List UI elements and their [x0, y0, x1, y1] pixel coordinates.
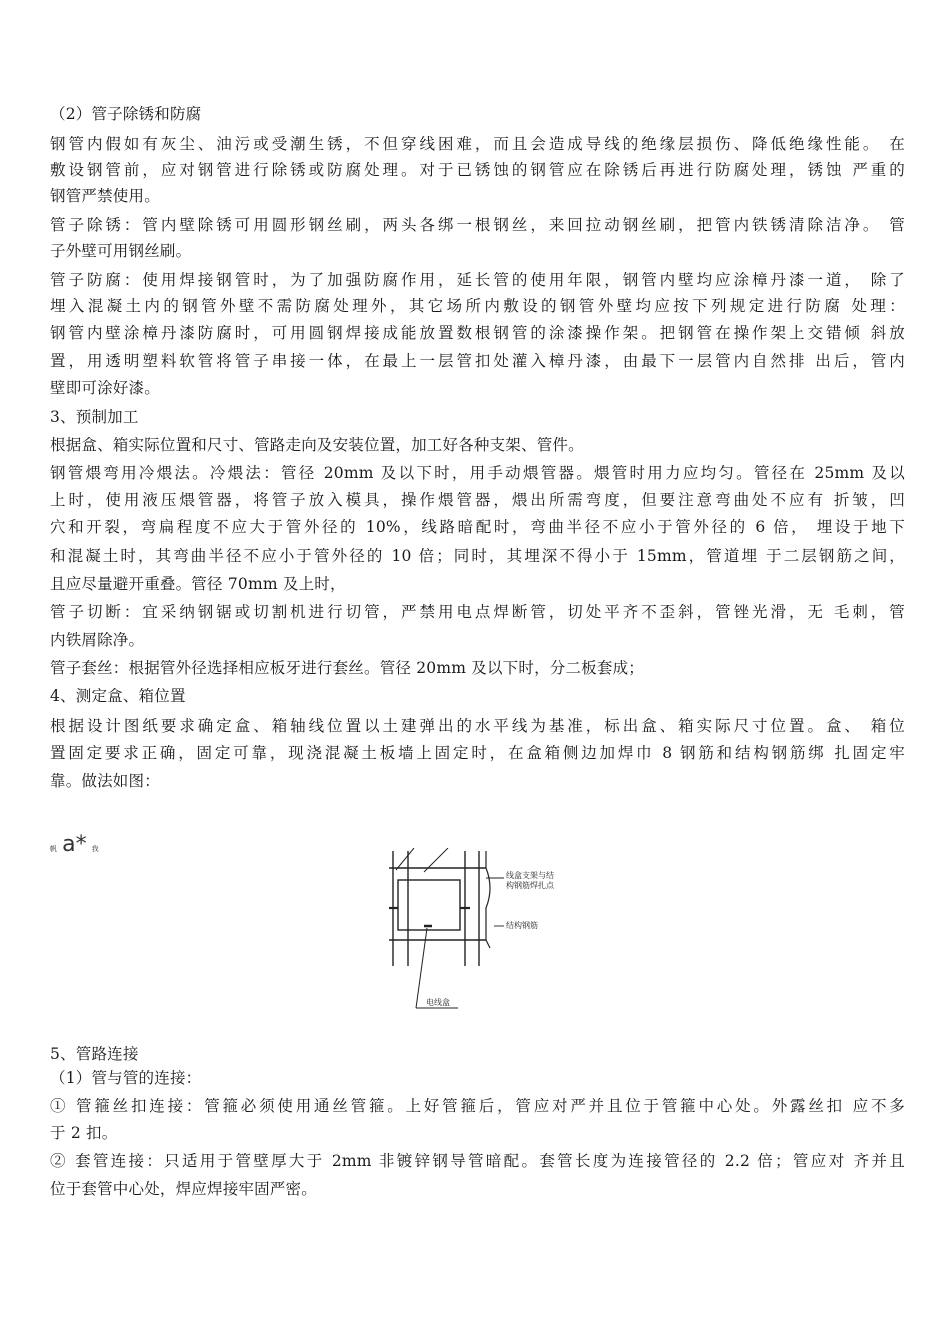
- paragraph-line: 内铁屑除净。: [50, 631, 145, 649]
- heading-box-position: 4、测定盒、箱位置: [50, 687, 186, 705]
- paragraph-line: 管子除锈：管内壁除锈可用圆形钢丝刷，两头各绑一根钢丝，来回拉动钢丝刷，把管内铁锈清除洁净。 管: [50, 216, 905, 234]
- subheading: （1）管与管的连接：: [50, 1069, 202, 1087]
- paragraph-line: 壁即可涂好漆。: [50, 379, 160, 397]
- hatch-line: [396, 848, 414, 870]
- paragraph-line: 埋入混凝土内的钢管外壁不需防腐处理外，其它场所内敷设的钢管外壁均应按下列规定进行防腐 处理：: [50, 297, 905, 315]
- paragraph-line: 位于套管中心处，焊应焊接牢固严密。: [50, 1180, 317, 1198]
- heading-pipe-connection: 5、管路连接: [50, 1045, 139, 1063]
- paragraph-line: 钢管内假如有灰尘、油污或受潮生锈，不但穿线困难，而且会造成导线的绝缘层损伤、降低绝缘性能。 在: [50, 135, 905, 153]
- box-fixing-diagram: [386, 848, 586, 1023]
- paragraph-line: ① 管箍丝扣连接：管箍必须使用通丝管箍。上好管箍后，管应对严并且位于管箍中心处。外露丝扣 应不多: [50, 1097, 905, 1115]
- paragraph-line: 于 2 扣。: [50, 1124, 118, 1142]
- paragraph-line: 管子防腐：使用焊接钢管时，为了加强防腐作用，延长管的使用年限，钢管内壁均应涂樟丹漆一道， 除了: [50, 271, 905, 289]
- paragraph-line: ② 套管连接：只适用于管壁厚大于 2mm 非镀锌钢导管暗配。套管长度为连接管径的 2.2 倍；管应对 齐并且: [50, 1152, 905, 1170]
- paragraph-line: 上时，使用液压煨管器，将管子放入模具，操作煨管器，煨出所需弯度，但要注意弯曲处不应有 折皱，凹: [50, 491, 905, 509]
- paragraph-line: 钢管严禁使用。: [50, 187, 160, 205]
- paragraph-line: 管子切断：宜采纳钢锯或切割机进行切管，严禁用电点焊断管，切处平齐不歪斜，管锉光滑，无 毛刺，管: [50, 603, 905, 621]
- paragraph-line: 根据设计图纸要求确定盒、箱轴线位置以土建弹出的水平线为基准，标出盒、箱实际尺寸位置。盒、 箱位: [50, 717, 905, 735]
- paragraph-line: 置，用透明塑料软管将管子串接一体，在最上一层管扣处灌入樟丹漆，由最下一层管内自然排 出后，管内: [50, 352, 905, 370]
- paragraph-line: 和混凝土时，其弯曲半径不应小于管外径的 10 倍；同时，其埋深不得小于 15mm，管道埋 于二层钢筋之间，: [50, 547, 905, 565]
- paragraph-line: 根据盒、箱实际位置和尺寸、管路走向及安装位置，加工好各种支架、管件。: [50, 436, 584, 454]
- electrical-box: [398, 880, 460, 930]
- diagram-label: 构钢筋焊扎点: [506, 881, 554, 890]
- heading-prefab: 3、预制加工: [50, 408, 139, 426]
- stray-mark: 帆 a* 我: [50, 832, 99, 857]
- diagram-label: 线盒支架与结: [506, 871, 554, 880]
- heading-rust-removal: （2）管子除锈和防腐: [50, 105, 202, 123]
- paragraph-line: 子外壁可用钢丝刷。: [50, 242, 192, 260]
- diagram-label: 结构钢筋: [506, 921, 538, 930]
- paragraph-line: 靠。做法如图：: [50, 772, 160, 790]
- paragraph-line: 穴和开裂，弯扁程度不应大于管外径的 10%，线路暗配时，弯曲半径不应小于管外径的 6 倍， 埋设于地下: [50, 518, 905, 536]
- paragraph-line: 管子套丝：根据管外径选择相应板牙进行套丝。管径 20mm 及以下时，分二板套成；: [50, 659, 644, 677]
- diagram-label: 电线盒: [426, 998, 450, 1007]
- wall-edge: [486, 851, 490, 948]
- paragraph-line: 置固定要求正确，固定可靠，现浇混凝土板墙上固定时，在盒箱侧边加焊巾 8 钢筋和结构钢筋绑 扎固定牢: [50, 744, 905, 762]
- paragraph-line: 敷设钢管前，应对钢管进行除锈或防腐处理。对于已锈蚀的钢管应在除锈后再进行防腐处理，锈蚀 严重的: [50, 161, 905, 179]
- paragraph-line: 且应尽量避开重叠。管径 70mm 及上时，: [50, 575, 346, 593]
- paragraph-line: 钢管内壁涂樟丹漆防腐时，可用圆钢焊接成能放置数根钢管的涂漆操作架。把钢管在操作架上交错倾 斜放: [50, 324, 905, 342]
- paragraph-line: 钢管煨弯用冷煨法。冷煨法：管径 20mm 及以下时，用手动煨管器。煨管时用力应均匀。管径在 25mm 及以: [50, 464, 905, 482]
